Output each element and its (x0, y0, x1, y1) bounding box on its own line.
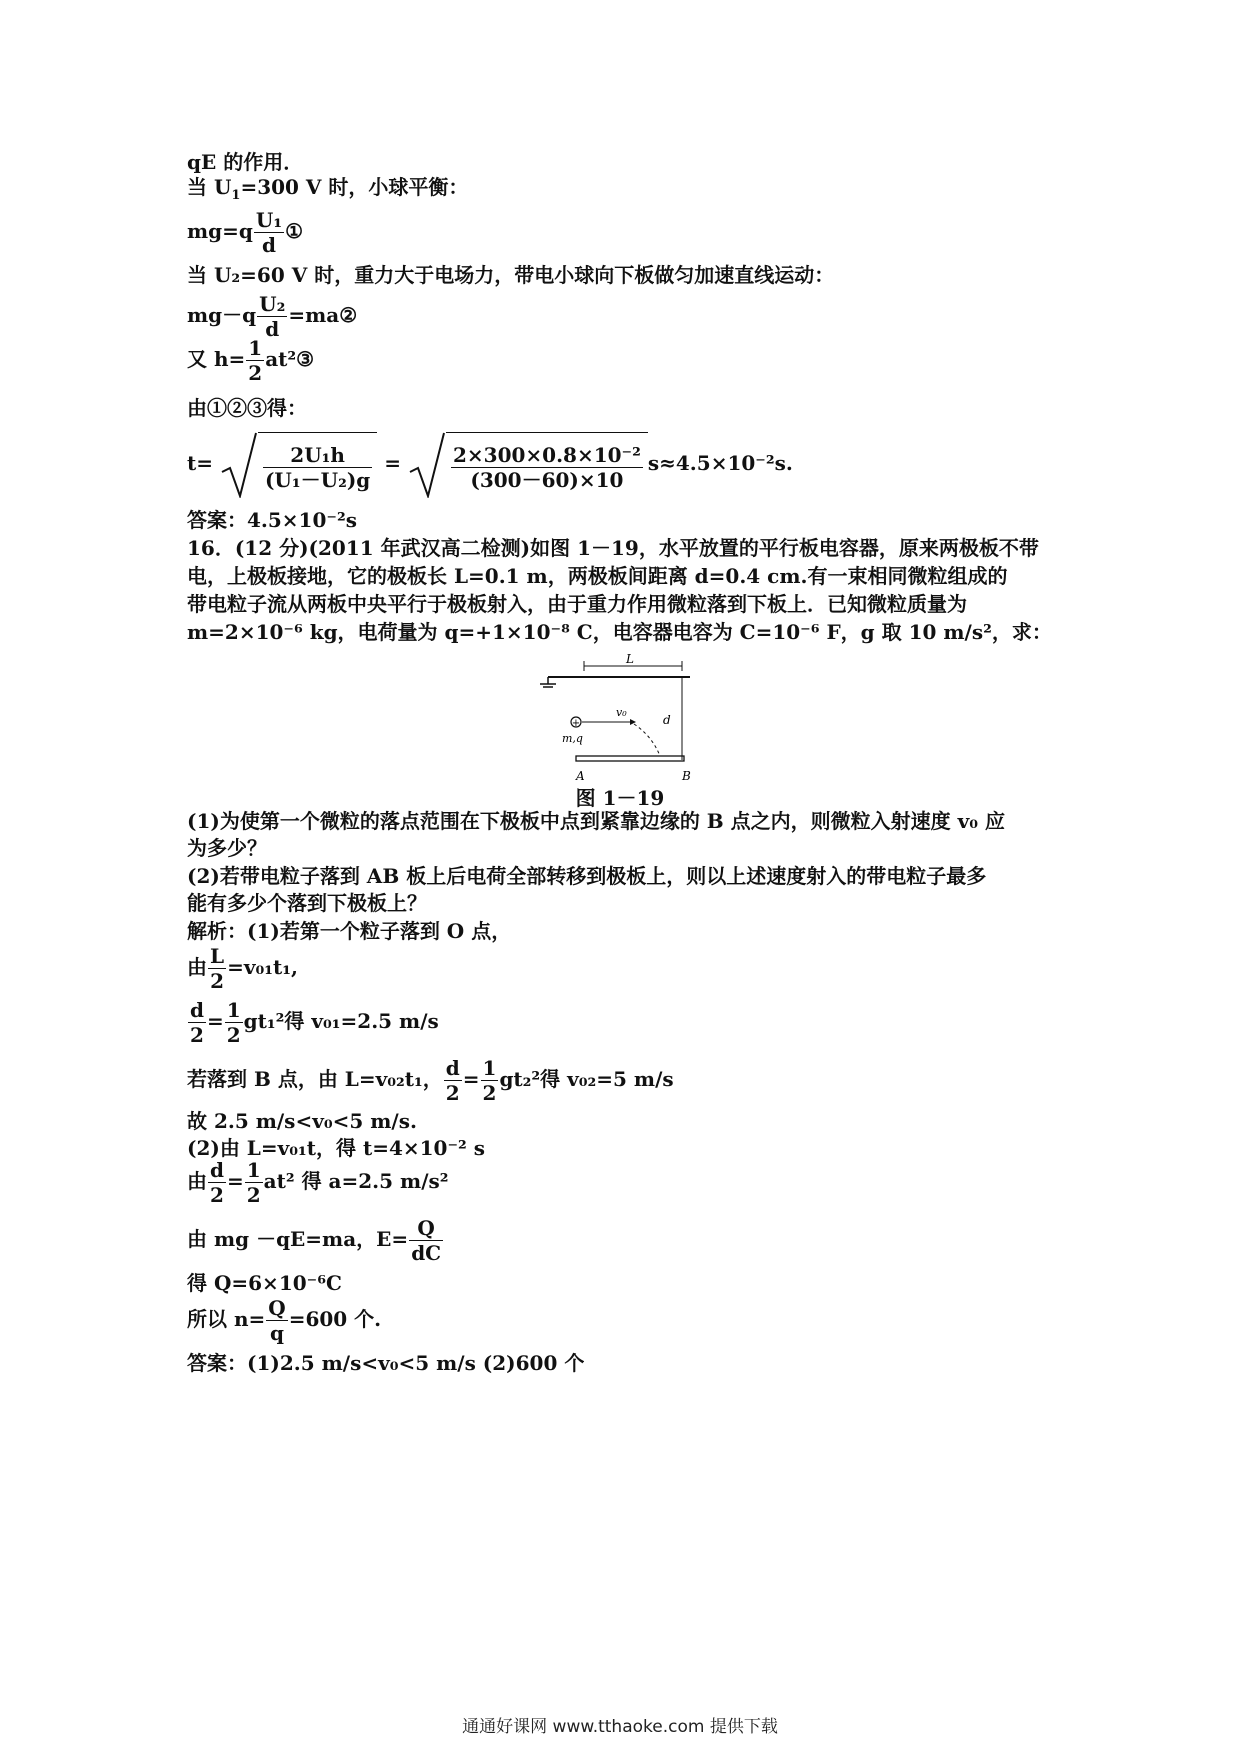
solution-text: 得 Q=6×10⁻⁶C (187, 1271, 342, 1295)
question-text: 能有多少个落到下极板上？ (187, 891, 427, 915)
equation-2: mg－q $\frac{\text{U₂}}{d}$ =ma② (187, 292, 358, 341)
label-v0: v₀ (616, 706, 627, 719)
question-text: (1)为使第一个微粒的落点范围在下极板中点到紧靠边缘的 B 点之内，则微粒入射速度 v₀ 应 (187, 809, 1005, 833)
fraction: $\frac{d}{2}$ (445, 1056, 460, 1105)
answer-line: 答案：(1)2.5 m/s<v₀<5 m/s (2)600 个 (187, 1351, 585, 1375)
fraction: $\frac{\text{2U₁h}}{\text{(U₁－U₂)g}}$ (264, 442, 371, 492)
fraction: $\frac{1}{2}$ (226, 998, 241, 1047)
equation-3: 又 h= $\frac{1}{2}$ at²③ (187, 336, 315, 385)
text-line: qE 的作用． (187, 150, 304, 174)
radical-icon (408, 432, 446, 498)
equation-7: 若落到 B 点，由 L=v₀₂t₁， $\frac{d}{2}$ = $\frac{1}{2}$ gt₂²得 v₀₂=5 m/s (187, 1056, 674, 1105)
label-B: B (682, 769, 691, 783)
fraction: $\frac{Q}{dC}$ (411, 1216, 442, 1265)
equation-9: 由 mg －qE=ma，E= $\frac{Q}{dC}$ (187, 1216, 442, 1265)
fraction: $\frac{1}{2}$ (248, 336, 263, 385)
equation-4: t= $\frac{\text{2U₁h}}{\text{(U₁－U₂)g}}$ = $\frac{\text{2×300×0.8×10⁻²}}{(300-60)\times 10}$ s≈4.5×10⁻²s. (187, 428, 1067, 498)
fraction: $\frac{\text{U₂}}{d}$ (259, 292, 286, 341)
solution-text: 故 2.5 m/s<v₀<5 m/s. (187, 1109, 417, 1133)
capacitor-figure (530, 652, 710, 802)
question-text: m=2×10⁻⁶ kg，电荷量为 q=+1×10⁻⁸ C，电容器电容为 C=10⁻⁶ F，g 取 10 m/s²，求： (187, 620, 1052, 644)
fraction: $\frac{1}{2}$ (246, 1158, 261, 1207)
text-line: 当 $U_1=300$ V 时，小球平衡： (187, 175, 469, 203)
equation-1: mg=q $\frac{\text{U₁}}{d}$ ① (187, 208, 304, 257)
fraction: $\frac{d}{2}$ (190, 998, 204, 1047)
question-text: 为多少？ (187, 836, 267, 860)
radical-icon (220, 432, 258, 498)
lower-plate (576, 756, 684, 761)
figure-caption: 图 1－19 (575, 786, 665, 810)
text-line: 由①②③得： (187, 396, 307, 420)
fraction: $\frac{d}{2}$ (210, 1158, 224, 1207)
trajectory (634, 724, 660, 756)
equation-8: 由 $\frac{d}{2}$ = $\frac{1}{2}$ at² 得 a=2.5 m/s² (187, 1158, 449, 1207)
fraction: $\frac{\text{U₁}}{d}$ (255, 208, 283, 257)
equation-5: 由 $\frac{L}{2}$ =v₀₁t₁, (187, 944, 298, 993)
solution-text: (2)由 L=v₀₁t，得 t=4×10⁻² s (187, 1136, 486, 1160)
fraction: $\frac{1}{2}$ (482, 1056, 497, 1105)
question-text: (2)若带电粒子落到 AB 板上后电荷全部转移到极板上，则以上述速度射入的带电粒子最多 (187, 864, 987, 888)
square-root (408, 432, 648, 498)
equation-6: $\frac{d}{2}$ = $\frac{1}{2}$ gt₁²得 v₀₁=2.5 m/s (190, 998, 439, 1047)
label-mq: m,q (562, 732, 583, 745)
equation-10: 所以 n= $\frac{Q}{q}$ =600 个. (187, 1296, 382, 1345)
label-A: A (576, 769, 585, 783)
svg-text:+: + (571, 718, 581, 729)
question-text: 带电粒子流从两板中央平行于极板射入，由于重力作用微粒落到下板上．已知微粒质量为 (187, 592, 967, 616)
question-text: 16．(12 分)(2011 年武汉高二检测)如图 1－19，水平放置的平行板电容器，原来两极板不带 (187, 536, 1039, 560)
footer: 通通好课网 www.tthaoke.com 提供下载 (462, 1717, 778, 1737)
square-root (220, 432, 377, 498)
answer-line: 答案：4.5×10⁻²s (187, 508, 357, 532)
label-d: d (663, 713, 671, 727)
fraction: $\frac{Q}{q}$ (268, 1296, 286, 1345)
fraction: $\frac{\text{2×300×0.8×10⁻²}}{(300-60)\times 10}$ (452, 442, 641, 492)
text-line: 当 U₂=60 V 时，重力大于电场力，带电小球向下板做匀加速直线运动： (187, 263, 835, 287)
solution-text: 解析：(1)若第一个粒子落到 O 点， (187, 919, 512, 943)
fraction: $\frac{L}{2}$ (210, 944, 225, 993)
label-L: L (626, 652, 634, 666)
question-text: 电，上极板接地，它的极板长 L=0.1 m，两极板间距离 d=0.4 cm.有一束相同微粒组成的 (187, 564, 1008, 588)
